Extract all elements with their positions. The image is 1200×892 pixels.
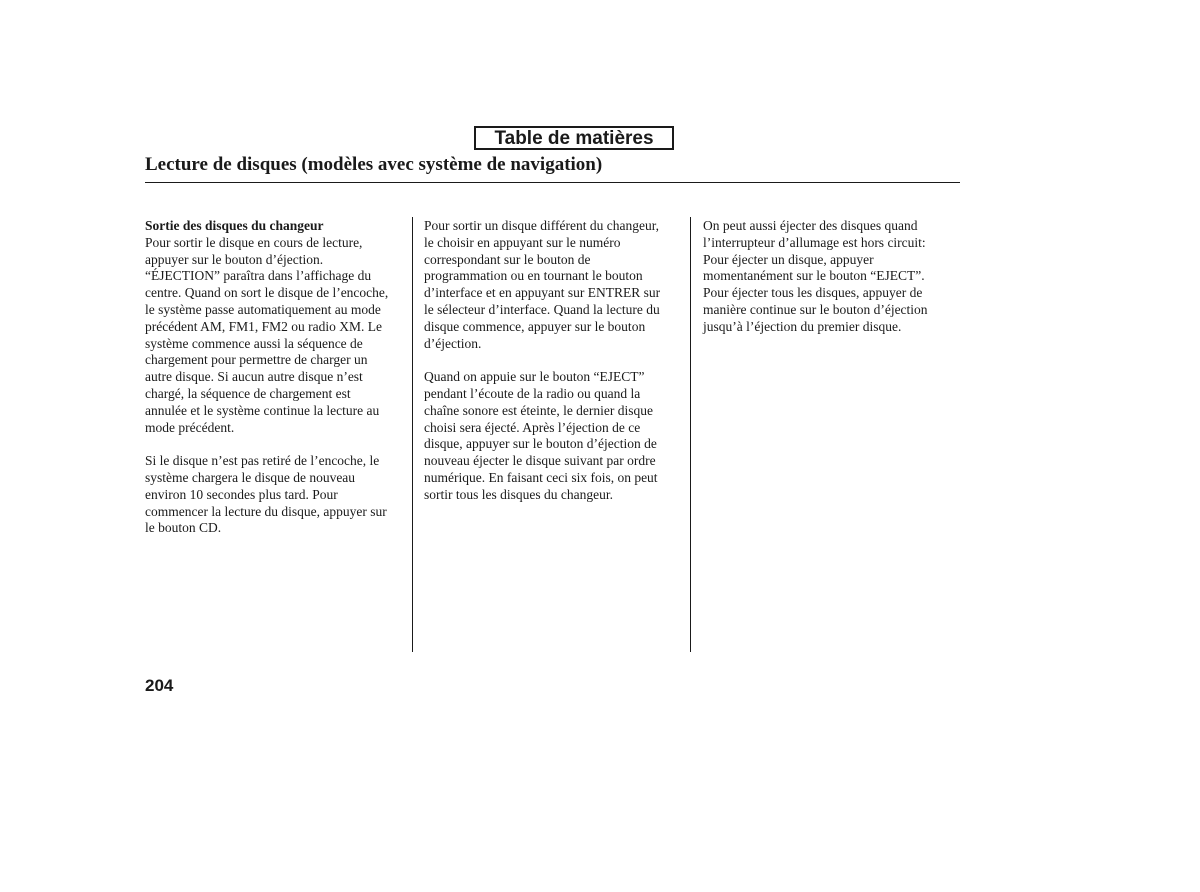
column-1 [145, 218, 407, 554]
paragraph: Pour sortir le disque en cours de lecture, appuyer sur le bouton d’éjection. “ÉJECTION” paraîtra dans l’affichage du centre. Quand on sort le disque de l’encoche, le système passe automatiquement au mode précédent AM, FM1, FM2 ou radio XM. Le système commence aussi la séquence de chargement pour permettre de charger un autre disque. Si aucun autre disque n’est chargé, la séquence de chargement est annulée et le système continue la lecture au mode précédent. [145, 234, 389, 435]
table-of-contents-button[interactable]: Table de matières [474, 126, 674, 150]
title-divider [145, 182, 960, 183]
paragraph: Quand on appuie sur le bouton “EJECT” pendant l’écoute de la radio ou quand la chaîne sonore est éteinte, le dernier disque choisi sera éjecté. Après l’éjection de ce disque, appuyer sur le bouton d’éjection de nouveau éjecter le disque suivant par ordre numérique. En faisant ceci six fois, on peut sortir tous les disques du changeur. [424, 369, 658, 502]
page-number: 204 [145, 676, 174, 695]
column-divider-1 [412, 217, 413, 652]
column-3 [703, 218, 965, 352]
paragraph: Si le disque n’est pas retiré de l’encoche, le système chargera le disque de nouveau environ 10 secondes plus tard. Pour commencer la lecture du disque, appuyer sur le bouton CD. [145, 453, 387, 536]
paragraph: Pour sortir un disque différent du changeur, le choisir en appuyant sur le numéro correspondant sur le bouton de programmation ou en tournant le bouton d’interface et en appuyant sur ENTRER sur le sélecteur d’interface. Quand la lecture du disque commence, appuyer sur le bouton d’éjection. [424, 218, 661, 351]
section-heading: Sortie des disques du changeur [145, 218, 324, 233]
column-divider-2 [690, 217, 691, 652]
paragraph: On peut aussi éjecter des disques quand l’interrupteur d’allumage est hors circuit: Pour éjecter un disque, appuyer momentanément sur le bouton “EJECT”. Pour éjecter tous les disques, appuyer de manière continue sur le bouton d’éjection jusqu’à l’éjection du premier disque. [703, 218, 928, 334]
page-title: Lecture de disques (modèles avec système de navigation) [145, 154, 603, 175]
column-2 [424, 218, 686, 520]
